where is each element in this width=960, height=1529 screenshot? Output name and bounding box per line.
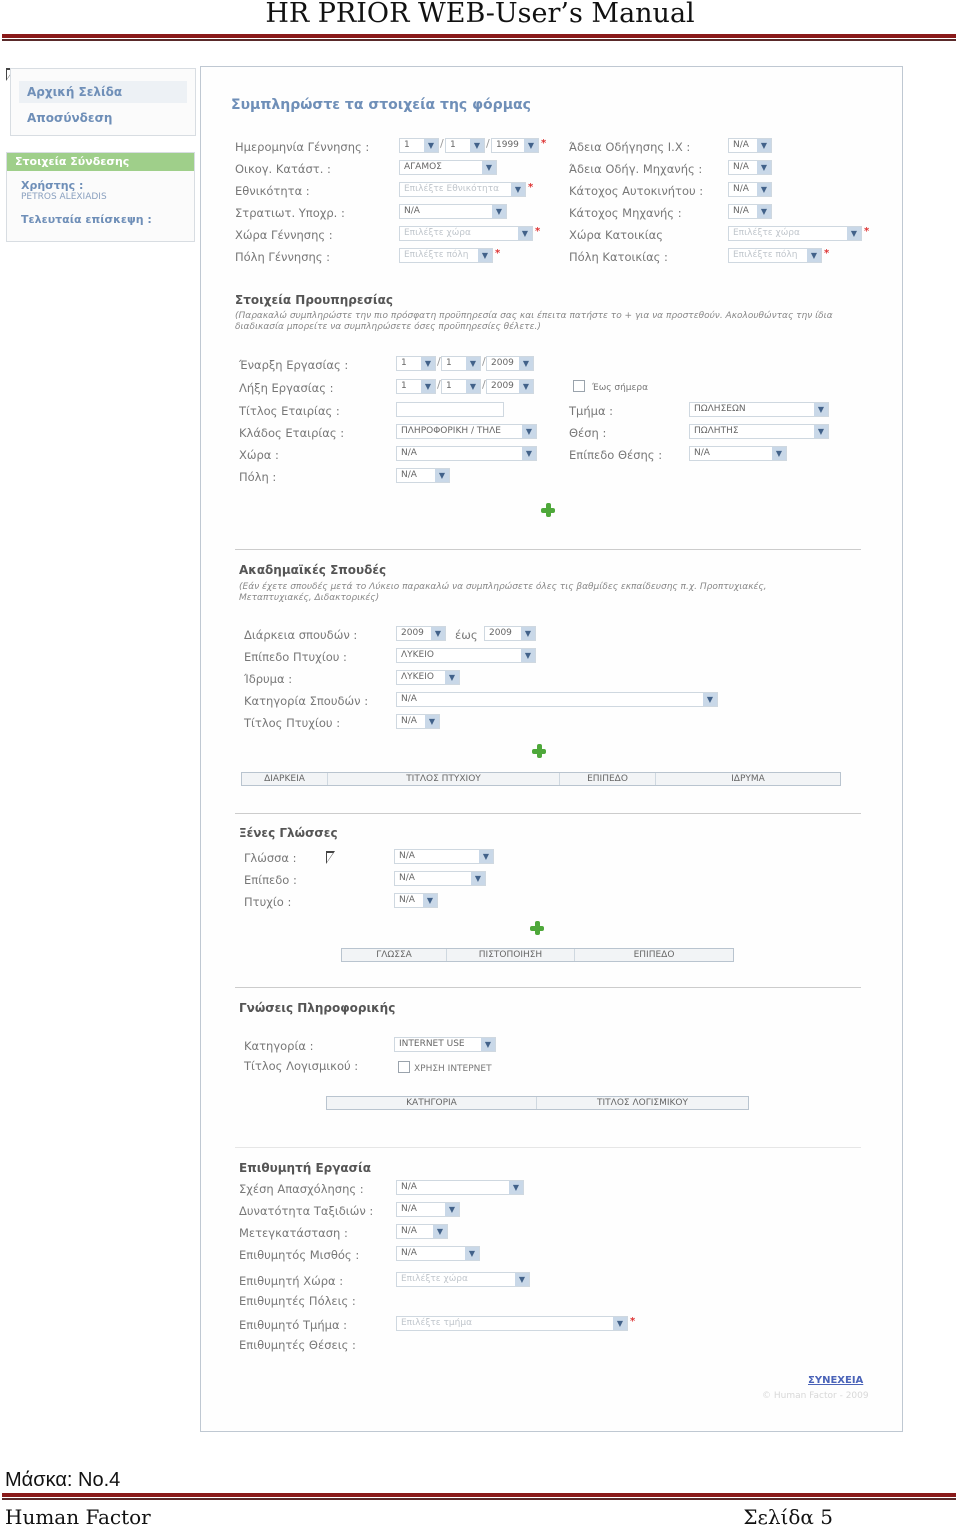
it-category-label: Κατηγορία : <box>244 1039 314 1053</box>
chevron-down-icon: ▼ <box>471 872 485 885</box>
study-to-year-select[interactable]: 2009 ▼ <box>484 626 536 641</box>
desired-job-title: Επιθυμητή Εργασία <box>239 1161 371 1175</box>
desired-country-label: Επιθυμητή Χώρα : <box>239 1274 344 1288</box>
moto-license-label: Άδεια Οδήγ. Μηχανής : <box>569 162 703 176</box>
chevron-down-icon: ▼ <box>425 715 439 728</box>
study-category-label: Κατηγορία Σπουδών : <box>244 694 369 708</box>
footer-page-number: Σελίδα 5 <box>743 1505 833 1529</box>
login-info-header: Στοιχεία Σύνδεσης <box>7 153 194 171</box>
desired-salary-label: Επιθυμητός Μισθός : <box>239 1248 360 1262</box>
software-option-label: ΧΡΗΣΗ ΙΝΤΕΡΝΕΤ <box>414 1064 492 1074</box>
department-select[interactable]: ΠΩΛΗΣΕΩΝ ▼ <box>689 402 829 417</box>
until-today-checkbox[interactable] <box>573 380 585 392</box>
military-select[interactable]: N/A ▼ <box>399 204 507 219</box>
language-level-select[interactable]: N/A ▼ <box>394 871 486 886</box>
employment-relation-label: Σχέση Απασχόλησης : <box>239 1182 364 1196</box>
moto-owner-label: Κάτοχος Μηχανής : <box>569 206 682 220</box>
required-asterisk: * <box>864 226 870 237</box>
grid-col-institution: ΙΔΡΥΜΑ <box>731 774 765 784</box>
position-label: Θέση : <box>569 426 607 440</box>
language-level-label: Επίπεδο : <box>244 873 297 887</box>
required-asterisk: * <box>630 1316 636 1327</box>
chevron-down-icon: ▼ <box>521 649 535 662</box>
required-asterisk: * <box>495 248 501 259</box>
marital-select[interactable]: ΑΓΑΜΟΣ ▼ <box>399 160 497 175</box>
academic-grid-header <box>241 772 841 786</box>
chevron-down-icon: ▼ <box>613 1317 627 1330</box>
job-start-day-select[interactable]: 1 ▼ <box>396 356 436 371</box>
residence-country-select[interactable]: Επιλέξτε χώρα ▼ <box>728 226 862 241</box>
copyright: © Human Factor - 2009 <box>762 1391 869 1401</box>
military-label: Στρατιωτ. Υποχρ. : <box>235 206 345 220</box>
moto-license-select[interactable]: N/A ▼ <box>728 160 772 175</box>
chevron-down-icon: ▼ <box>772 447 786 460</box>
desired-salary-select[interactable]: N/A ▼ <box>396 1246 480 1261</box>
position-level-label: Επίπεδο Θέσης : <box>569 448 663 462</box>
dob-month-select[interactable]: 1 ▼ <box>445 138 485 153</box>
required-asterisk: * <box>528 182 534 193</box>
travel-select[interactable]: N/A ▼ <box>396 1202 460 1217</box>
desired-department-label: Επιθυμητό Τμήμα : <box>239 1318 348 1332</box>
chevron-down-icon: ▼ <box>511 183 525 196</box>
last-visit-label: Τελευταία επίσκεψη : <box>21 213 152 226</box>
study-to-label: έως <box>455 628 478 642</box>
car-owner-label: Κάτοχος Αυτοκινήτου : <box>569 184 704 198</box>
job-end-year-select[interactable]: 2009 ▼ <box>486 379 534 394</box>
language-degree-select[interactable]: N/A ▼ <box>394 893 438 908</box>
required-asterisk: * <box>824 248 830 259</box>
chevron-down-icon: ▼ <box>421 357 435 370</box>
chevron-down-icon: ▼ <box>445 671 459 684</box>
study-duration-label: Διάρκεια σπουδών : <box>244 628 358 642</box>
desired-department-select[interactable]: Επιλέξτε τμήμα ▼ <box>396 1316 628 1331</box>
chevron-down-icon: ▼ <box>492 205 506 218</box>
job-country-label: Χώρα : <box>239 448 279 462</box>
software-checkbox[interactable] <box>398 1061 410 1073</box>
chevron-down-icon: ▼ <box>445 1203 459 1216</box>
document-title: HR PRIOR WEB-User’s Manual <box>265 0 695 29</box>
until-today-label: Έως σήμερα <box>592 383 649 393</box>
chevron-down-icon: ▼ <box>482 161 496 174</box>
footer-rule-thin <box>2 1498 956 1500</box>
institution-label: Ίδρυμα : <box>244 672 293 686</box>
dob-label: Ημερομηνία Γέννησης : <box>235 140 370 154</box>
chevron-down-icon: ▼ <box>847 227 861 240</box>
chevron-down-icon: ▼ <box>524 139 538 152</box>
footer-company: Human Factor <box>5 1505 151 1529</box>
job-start-label: Έναρξη Εργασίας : <box>239 358 349 372</box>
dob-day-select[interactable]: 1 ▼ <box>399 138 439 153</box>
birth-country-select[interactable]: Επιλέξτε χώρα ▼ <box>399 226 533 241</box>
chevron-down-icon: ▼ <box>757 139 771 152</box>
academic-title: Ακαδημαϊκές Σπουδές <box>239 563 387 577</box>
sidebar-item-home[interactable]: Αρχική Σελίδα <box>19 81 187 103</box>
nationality-label: Εθνικότητα : <box>235 184 310 198</box>
employment-relation-select[interactable]: N/A ▼ <box>396 1180 524 1195</box>
section-divider <box>235 987 861 988</box>
desired-cities-label: Επιθυμητές Πόλεις : <box>239 1294 356 1308</box>
residence-city-select[interactable]: Επιλέξτε πόλη ▼ <box>728 248 822 263</box>
travel-label: Δυνατότητα Ταξιδιών : <box>239 1204 374 1218</box>
job-city-label: Πόλη : <box>239 470 277 484</box>
continue-link[interactable]: ΣΥΝΕΧΕΙΑ <box>808 1375 864 1386</box>
form-frame: Συμπληρώστε τα στοιχεία της φόρμας Ημερομηνία Γέννησης : 1 ▼ / 1 ▼ / 1999 ▼ * Οικογ. Κατάστ. : ΑΓΑΜΟΣ ▼ Εθνικότητα : Επιλέξτε Εθνικότητα ▼ * Στρατιωτ. Υποχρ. : N/A ▼ Χώρα Γέννησης : Επιλέξτε χώρα ▼ * Πόλη Γέννησης : Επιλέξτε πόλη ▼ * Άδεια Οδήγησης I.X : N/A ▼ Άδεια Οδήγ. Μηχανής : N/A ▼ Κάτοχος Αυτοκινήτου : N/A ▼ Κάτοχος Μηχανής : N/A ▼ Χώρα Κατοικίας Επιλέξτε χώρα ▼ * Πόλη Κατοικίας : Επιλέξτε πόλη ▼ * Στοιχεία Προυπηρεσίας (Παρακαλώ συμπληρώστε την πιο πρόσφατη προϋπηρεσία σας και έπειτα πατήστε το + για να προστεθούν. Ακολουθώντας την ίδια διαδικασία μπορείτε να συμπληρώσετε όσες προϋπηρεσίες θέλετε.) Έναρξη Εργασίας : 1 ▼ / 1 ▼ / 2009 ▼ Λήξη Εργασίας : 1 ▼ / 1 ▼ / 2009 ▼ Έως σήμερα Τίτλος Εταιρίας : Κλάδος Εταιρίας : ΠΛΗΡΟΦΟΡΙΚΗ / ΤΗΛΕ ▼ Χώρα : N/A ▼ Πόλη : N/A ▼ Τμήμα : ΠΩΛΗΣΕΩΝ ▼ Θέση : ΠΩΛΗΤΗΣ ▼ Επίπεδο Θέσης : N/A ▼ Ακαδημαϊκές Σπουδές (Εάν έχετε σπουδές μετά το Λύκειο παρακαλώ να συμπληρώσετε όλες τις βαθμίδες εκπαίδευσης π.χ. Προπτυχιακές, Μεταπτυχιακές, Διδακτορικές) Διάρκεια σπουδών : 2009 ▼ έως 2009 ▼ Επίπεδο Πτυχίου : ΛΥΚΕΙΟ ▼ Ίδρυμα : ΛΥΚΕΙΟ ▼ Κατηγορία Σπουδών : N/A ▼ Τίτλος Πτυχίου : N/A ▼ ΔΙΑΡΚΕΙΑ ΤΙΤΛΟΣ ΠΤΥΧΙΟΥ ΕΠΙΠΕΔΟ ΙΔΡΥΜΑ Ξένες Γλώσσες Γλώσσα : N/A ▼ Επίπεδο : N/A ▼ Πτυχίο : N/A ▼ ΓΛΩΣΣΑ ΠΙΣΤΟΠΟΙΗΣΗ ΕΠΙΠΕΔΟ Γνώσεις Πληροφορικής Κατηγορία : INTERNET USE ▼ Τίτλος Λογισμικού : ΧΡΗΣΗ ΙΝΤΕΡΝΕΤ ΚΑΤΗΓΟΡΙΑ ΤΙΤΛΟΣ ΛΟΓΙΣΜΙΚΟΥ Επιθυμητή Εργασία Σχέση Απασχόλησης : N/A ▼ Δυνατότητα Ταξιδιών : N/A ▼ Μετεγκατάσταση : N/A ▼ Επιθυμητός Μισθός : N/A ▼ Επιθυμητή Χώρα : Επιλέξτε χώρα ▼ Επιθυμητές Πόλεις : Επιθυμητό Τμήμα : Επιλέξτε τμήμα ▼ * Επιθυμητές Θέσεις : ΣΥΝΕΧΕΙΑ © Human Factor - 2009 <box>200 66 903 1432</box>
sidebar-nav <box>10 68 196 136</box>
chevron-down-icon: ▼ <box>521 627 535 640</box>
grid-col-it-category: ΚΑΤΗΓΟΡΙΑ <box>327 1097 537 1109</box>
job-start-month-select[interactable]: 1 ▼ <box>441 356 481 371</box>
form-title: Συμπληρώστε τα στοιχεία της φόρμας <box>231 97 531 113</box>
grid-col-software-title: ΤΙΤΛΟΣ ΛΟΓΙΣΜΙΚΟΥ <box>597 1098 688 1108</box>
required-asterisk: * <box>541 138 547 149</box>
chevron-down-icon: ▼ <box>757 161 771 174</box>
nationality-select[interactable]: Επιλέξτε Εθνικότητα ▼ <box>399 182 526 197</box>
chevron-down-icon: ▼ <box>757 183 771 196</box>
section-divider <box>235 1147 861 1148</box>
grid-col-duration: ΔΙΑΡΚΕΙΑ <box>242 773 328 785</box>
residence-country-label: Χώρα Κατοικίας <box>569 228 664 242</box>
experience-title: Στοιχεία Προυπηρεσίας <box>235 293 393 307</box>
job-end-day-select[interactable]: 1 ▼ <box>396 379 436 394</box>
languages-title: Ξένες Γλώσσες <box>239 826 338 840</box>
chevron-down-icon: ▼ <box>807 249 821 262</box>
footer-rule <box>2 1493 956 1497</box>
chevron-down-icon: ▼ <box>431 627 445 640</box>
chevron-down-icon: ▼ <box>481 1038 495 1051</box>
chevron-down-icon: ▼ <box>466 380 480 393</box>
dob-year-select[interactable]: 1999 ▼ <box>491 138 539 153</box>
company-sector-select[interactable]: ΠΛΗΡΟΦΟΡΙΚΗ / ΤΗΛΕ ▼ <box>396 424 537 439</box>
company-title-input[interactable] <box>396 402 504 417</box>
company-sector-label: Κλάδος Εταιρίας : <box>239 426 345 440</box>
birth-country-label: Χώρα Γέννησης : <box>235 228 333 242</box>
job-end-label: Λήξη Εργασίας : <box>239 381 334 395</box>
it-category-select[interactable]: INTERNET USE ▼ <box>394 1037 496 1052</box>
grid-col-certification: ΠΙΣΤΟΠΟΙΗΣΗ <box>447 949 575 961</box>
job-city-select[interactable]: N/A ▼ <box>396 468 450 483</box>
position-select[interactable]: ΠΩΛΗΤΗΣ ▼ <box>689 424 829 439</box>
moto-owner-select[interactable]: N/A ▼ <box>728 204 772 219</box>
institution-select[interactable]: ΛΥΚΕΙΟ ▼ <box>396 670 460 685</box>
degree-title-select[interactable]: N/A ▼ <box>396 714 440 729</box>
add-language-icon[interactable] <box>530 921 544 935</box>
header-rule-thin <box>2 39 956 41</box>
car-license-select[interactable]: N/A ▼ <box>728 138 772 153</box>
chevron-down-icon: ▼ <box>470 139 484 152</box>
chevron-down-icon: ▼ <box>515 1273 529 1286</box>
car-owner-select[interactable]: N/A ▼ <box>728 182 772 197</box>
chevron-down-icon: ▼ <box>465 1247 479 1260</box>
birth-city-label: Πόλη Γέννησης : <box>235 250 331 264</box>
chevron-down-icon: ▼ <box>519 380 533 393</box>
chevron-down-icon: ▼ <box>479 850 493 863</box>
chevron-down-icon: ▼ <box>757 205 771 218</box>
degree-level-select[interactable]: ΛΥΚΕΙΟ ▼ <box>396 648 536 663</box>
department-label: Τμήμα : <box>569 404 614 418</box>
section-divider <box>235 813 861 814</box>
marital-label: Οικογ. Κατάστ. : <box>235 162 331 176</box>
software-title-label: Τίτλος Λογισμικού : <box>244 1059 359 1073</box>
chevron-down-icon: ▼ <box>433 1225 447 1238</box>
experience-note: (Παρακαλώ συμπληρώστε την πιο πρόσφατη προϋπηρεσία σας και έπειτα πατήστε το + για να προστεθούν. Ακολουθώντας την ίδια διαδικασία μπορείτε να συμπληρώσετε όσες προϋπηρεσίες θέλετε.) <box>235 311 833 332</box>
required-asterisk: * <box>535 226 541 237</box>
chevron-down-icon: ▼ <box>522 425 536 438</box>
relocation-select[interactable]: N/A ▼ <box>396 1224 448 1239</box>
study-category-select[interactable]: N/A ▼ <box>396 692 718 707</box>
mask-label: Μάσκα: No.4 <box>5 1469 121 1491</box>
add-experience-icon[interactable] <box>541 503 555 517</box>
language-select[interactable]: N/A ▼ <box>394 849 494 864</box>
it-skills-title: Γνώσεις Πληροφορικής <box>239 1001 396 1015</box>
chevron-down-icon: ▼ <box>421 380 435 393</box>
add-academic-icon[interactable] <box>532 744 546 758</box>
grid-col-language-level: ΕΠΙΠΕΔΟ <box>633 950 675 960</box>
desired-positions-label: Επιθυμητές Θέσεις : <box>239 1338 356 1352</box>
language-label: Γλώσσα : <box>244 851 297 865</box>
grid-col-degree-title: ΤΙΤΛΟΣ ΠΤΥΧΙΟΥ <box>328 773 560 785</box>
job-country-select[interactable]: N/A ▼ <box>396 446 537 461</box>
chevron-down-icon: ▼ <box>466 357 480 370</box>
academic-note: (Εάν έχετε σπουδές μετά το Λύκειο παρακαλώ να συμπληρώσετε όλες τις βαθμίδες εκπαίδευσης π.χ. Προπτυχιακές, Μεταπτυχιακές, Διδακτορικές) <box>239 582 767 603</box>
chevron-down-icon: ▼ <box>435 469 449 482</box>
user-label: Χρήστης : <box>21 179 84 192</box>
chevron-down-icon: ▼ <box>814 425 828 438</box>
it-grid-header <box>326 1096 749 1110</box>
chevron-down-icon: ▼ <box>518 227 532 240</box>
chevron-down-icon: ▼ <box>423 894 437 907</box>
chevron-down-icon: ▼ <box>424 139 438 152</box>
job-end-month-select[interactable]: 1 ▼ <box>441 379 481 394</box>
languages-grid-header <box>341 948 734 962</box>
chevron-down-icon: ▼ <box>519 357 533 370</box>
degree-title-label: Τίτλος Πτυχίου : <box>244 716 341 730</box>
sidebar-item-logout[interactable]: Αποσύνδεση <box>27 111 113 125</box>
header-rule <box>2 34 956 38</box>
section-divider <box>235 549 861 550</box>
study-from-year-select[interactable]: 2009 ▼ <box>396 626 446 641</box>
car-license-label: Άδεια Οδήγησης I.X : <box>569 140 691 154</box>
position-level-select[interactable]: N/A ▼ <box>689 446 787 461</box>
chevron-down-icon: ▼ <box>703 693 717 706</box>
grid-col-level: ΕΠΙΠΕΔΟ <box>560 773 656 785</box>
relocation-label: Μετεγκατάσταση : <box>239 1226 348 1240</box>
birth-city-select[interactable]: Επιλέξτε πόλη ▼ <box>399 248 493 263</box>
language-degree-label: Πτυχίο : <box>244 895 292 909</box>
residence-city-label: Πόλη Κατοικίας : <box>569 250 668 264</box>
chevron-down-icon: ▼ <box>478 249 492 262</box>
login-info-panel <box>6 152 195 242</box>
desired-country-select[interactable]: Επιλέξτε χώρα ▼ <box>396 1272 530 1287</box>
chevron-down-icon: ▼ <box>814 403 828 416</box>
chevron-down-icon: ▼ <box>522 447 536 460</box>
user-value: PETROS ALEXIADIS <box>21 192 107 202</box>
grid-col-language: ΓΛΩΣΣΑ <box>342 949 447 961</box>
degree-level-label: Επίπεδο Πτυχίου : <box>244 650 347 664</box>
job-start-year-select[interactable]: 2009 ▼ <box>486 356 534 371</box>
chevron-down-icon: ▼ <box>509 1181 523 1194</box>
company-title-label: Τίτλος Εταιρίας : <box>239 404 340 418</box>
